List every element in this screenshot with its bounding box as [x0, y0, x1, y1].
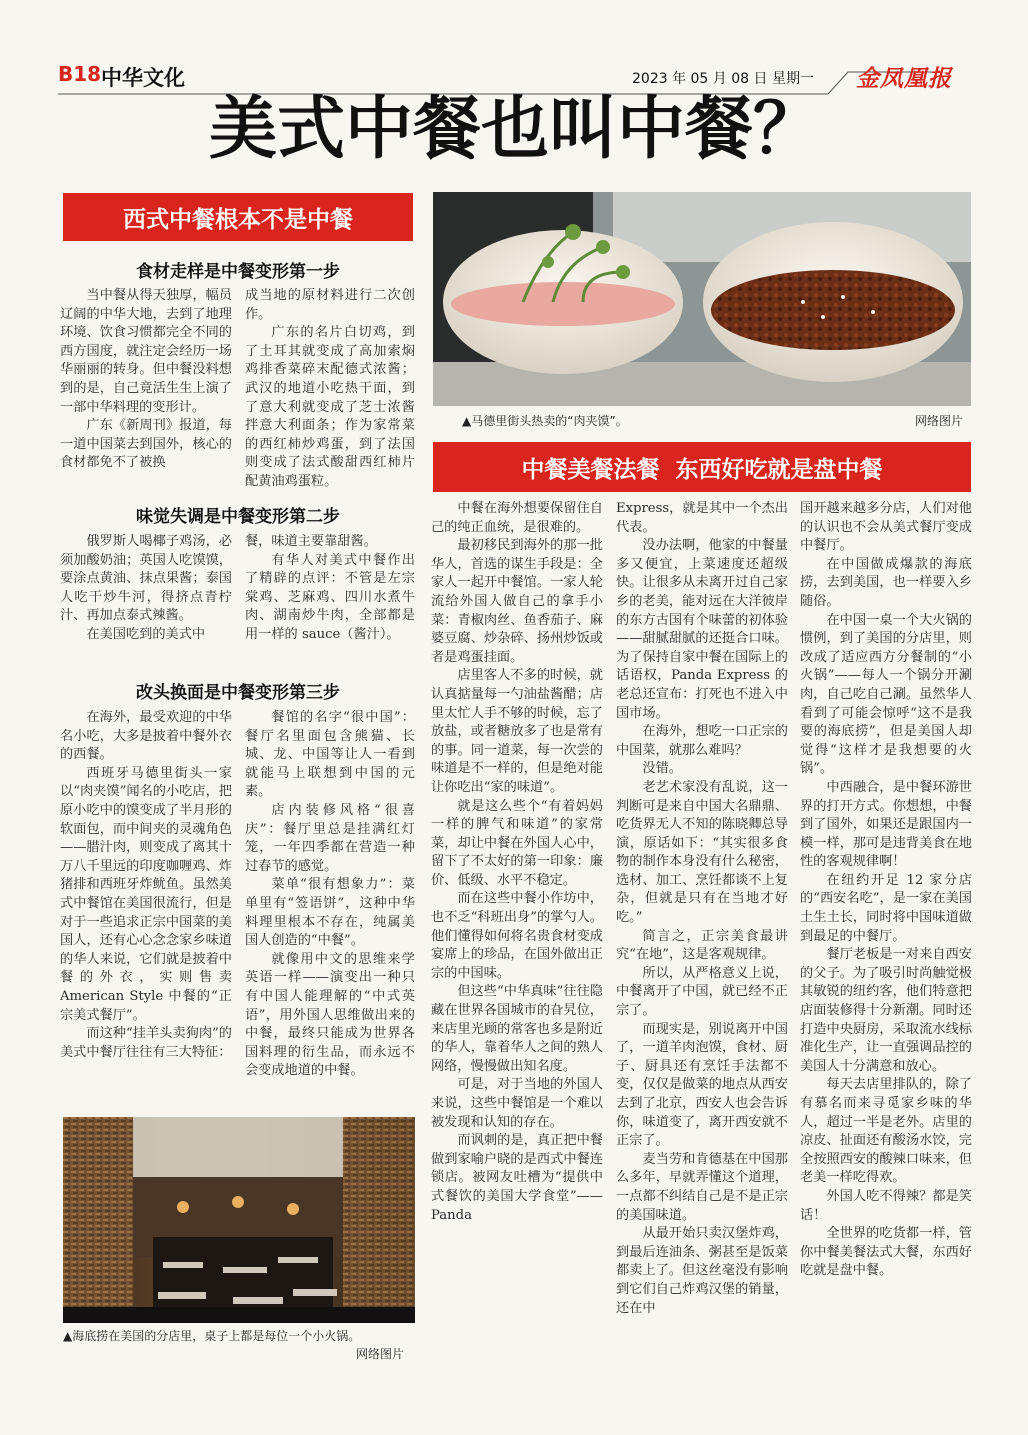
- paragraph: 可是，对于当地的外国人来说，这些中餐馆是一个难以被发现和认知的存在。: [431, 1077, 603, 1130]
- paragraph: 店里客人不多的时候，就认真掂量每一勺油盐酱醋；店里太忙人手不够的时候，忘了放盐，或者糖放多了也是常有的事。同一道菜，每一次尝的味道是不一样的，但是绝对能让你吃出“家的味道”。: [431, 668, 603, 795]
- paragraph: 所以，从严格意义上说，中餐离开了中国，就已经不正宗了。: [616, 965, 788, 1019]
- paragraph: 没错。: [642, 761, 682, 777]
- roujiamo-photo-credit: 网络图片: [915, 414, 964, 428]
- paragraph: Express，就是其中一个杰出代表。: [616, 501, 788, 535]
- paragraph: 在美国吃到的美式中: [86, 626, 206, 642]
- paragraph: 国开越来越多分店，人们对他的认识也不会从美式餐厅变成中餐厅。: [800, 501, 972, 554]
- right-banner-text: 中餐美餐法餐 东西好吃就是盘中餐: [521, 456, 883, 483]
- paragraph: 广东《新周刊》报道，每一道中国菜去到国外，核心的食材都免不了被换: [60, 418, 232, 471]
- paragraph: 菜单“很有想象力”：菜单里有“签语饼”，这种中华料理里根本不存在，纯属美国人创造的“中餐”。: [245, 877, 415, 949]
- paragraph: 餐馆的名字“很中国”：餐厅名里面包含熊猫、长城、龙、中国等让人一看到就能马上联想到中国的元素。: [245, 710, 415, 800]
- paragraph: 广东的名片白切鸡，到了土耳其就变成了高加索焖鸡排香菜碎末配德式浓酱；武汉的地道小吃热干面，到了意大利就变成了芝士浓酱拌意大利面条；作为家常菜的西红柿炒鸡蛋，到了法国则变成了法式酸甜西红柿片配黄油鸡蛋粒。: [245, 325, 415, 489]
- paragraph: 餐，味道主要靠甜酱。: [245, 534, 377, 549]
- paragraph: 而讽刺的是，真正把中餐做到家喻户晓的是西式中餐连锁店。被网友吐槽为“提供中式餐饮的美国大学食堂”——Panda: [431, 1133, 603, 1223]
- s1-col-a: [60, 287, 232, 495]
- paragraph: 从最开始只卖汉堡炸鸡，到最后连油条、粥甚至是饭菜都卖上了。但这丝毫没有影响到它们自己炸鸡汉堡的销量，还在中: [616, 1226, 788, 1316]
- paragraph: 最初移民到海外的那一批华人，首选的谋生手段是：全家人一起开中餐馆。一家人轮流给外国人做自己的拿手小菜：青椒肉丝、鱼香茄子、麻婆豆腐、炒杂碎、扬州炒饭或者是鸡蛋挂面。: [431, 538, 603, 665]
- right-section-banner: [433, 442, 971, 492]
- restaurant-photo-credit: 网络图片: [352, 1345, 404, 1362]
- paragraph: 在中国做成爆款的海底捞，去到美国，也一样要入乡随俗。: [800, 556, 972, 609]
- paragraph: 店内装修风格“很喜庆”：餐厅里总是挂满红灯笼，一年四季都在营造一种过春节的感觉。: [245, 802, 415, 874]
- s3-col-b: [245, 709, 415, 1104]
- section-name: 中华文化: [101, 66, 185, 90]
- subheading-1: 食材走样是中餐变形第一步: [136, 262, 340, 282]
- paragraph: 俄罗斯人喝椰子鸡汤，必须加酸奶油；英国人吃馍馍，要涂点黄油、抹点果酱；泰国人吃干炒牛河，得挤点青柠汁、再加点泰式辣酱。: [60, 534, 232, 624]
- paragraph: 中西融合，是中餐环游世界的打开方式。你想想，中餐到了国外，如果还是跟国内一模一样，那可是违背美食在地性的客观规律啊！: [800, 779, 972, 870]
- paragraph: 每天去店里排队的，除了有慕名而来寻觅家乡味的华人，超过一半是老外。店里的凉皮、扯面还有酸汤水饺，完全按照西安的酸辣口味来，但老美一样吃得欢。: [800, 1077, 972, 1186]
- paragraph: 麦当劳和肯德基在中国那么多年，早就弄懂这个道理，一点都不纠结自己是不是正宗的美国味道。: [616, 1151, 788, 1223]
- page-number: B18: [58, 62, 102, 86]
- paragraph: 就像用中文的思维来学英语一样——演变出一种只有中国人能理解的“中式英语”，用外国人思维做出来的中餐，最终只能成为世界各国料理的衍生品，而永远不会变成地道的中餐。: [245, 951, 415, 1079]
- left-banner-text: 西式中餐根本不是中餐: [123, 206, 353, 233]
- roujiamo-photo: [433, 192, 971, 406]
- paragraph: 西班牙马德里街头一家以“肉夹馍”闻名的小吃店，把原小吃中的馍变成了半月形的软面包，而中间夹的灵魂角色——腊汁肉，则变成了离其十万八千里远的印度咖喱鸡、炸猪排和西班牙炸鱿鱼。虽然美式中餐馆在美国很流行，但是对于一些追求正宗中国菜的美国人，还有心心念念家乡味道的华人来说，它们就是披着中餐的外衣，实则售卖 American Style 中餐的“正宗美式餐厅”。: [60, 765, 232, 1023]
- paragraph: 当中餐从得天独厚，幅员辽阔的中华大地，去到了地理环境、饮食习惯都完全不同的西方国度，就注定会经历一场华丽丽的转身。但中餐没料想到的是，自己竟活生生上演了一部中华料理的变形计。: [60, 288, 232, 415]
- paragraph: 全世界的吃货都一样，管你中餐美餐法式大餐，东西好吃就是盘中餐。: [800, 1226, 972, 1279]
- paragraph: 简言之，正宗美食最讲究“在地”，这是客观规律。: [616, 928, 788, 963]
- subheading-2: 味觉失调是中餐变形第二步: [136, 507, 340, 527]
- restaurant-photo: [63, 1117, 415, 1323]
- paragraph: 在中国一桌一个大火锅的惯例，到了美国的分店里，则改成了适应西方分餐制的“小火锅”——每人一个锅分开涮肉，自己吃自己涮。虽然华人看到了可能会惊呼“这不是我要的海底捞”，但是美国人却觉得“这样才是我想要的火锅”。: [800, 612, 972, 777]
- paragraph: 在纽约开足 12 家分店的“西安名吃”，是一家在美国土生土长，同时将中国味道做到最足的中餐厅。: [800, 872, 972, 944]
- subheading-3: 改头换面是中餐变形第三步: [136, 683, 340, 703]
- paragraph: 有华人对美式中餐作出了精辟的点评：不管是左宗棠鸡、芝麻鸡、四川水煮牛肉、湖南炒牛肉，全部都是用一样的 sauce（酱汁）。: [245, 552, 415, 642]
- paragraph: 而现实是，别说离开中国了，一道羊肉泡馍，食材、厨子、厨具还有烹饪手法都不变，仅仅是做菜的地点从西安去到了北京，西安人也会告诉你，味道变了，离开西安就不正宗了。: [616, 1021, 788, 1149]
- right-col-c: [800, 500, 972, 1364]
- paragraph: 老艺术家没有乱说，这一判断可是来自中国大名鼎鼎、吃货界无人不知的陈晓卿总导演，原话如下：“其实很多食物的制作本身没有什么秘密，选材、加工、烹饪都谈不上复杂，但就是只有在当地才好吃。”: [616, 779, 788, 926]
- issue-date: 2023 年 05 月 08 日 星期一: [632, 71, 814, 87]
- paragraph: 而这种“挂羊头卖狗肉”的美式中餐厅往往有三大特征：: [60, 1026, 232, 1060]
- headline: 美式中餐也叫中餐？: [208, 89, 821, 169]
- paragraph: 在海外，想吃一口正宗的中国菜，就那么难吗？: [616, 724, 788, 758]
- paragraph: 而在这些中餐小作坊中，也不乏“科班出身”的掌勺人。他们懂得如何将名贵食材变成宴席上的珍品，在国外做出正宗的中国味。: [431, 891, 603, 981]
- s2-col-a: [60, 533, 232, 667]
- right-col-a: [431, 500, 603, 1364]
- s1-col-b: [245, 287, 415, 495]
- paragraph: 在海外，最受欢迎的中华名小吃，大多是披着中餐外衣的西餐。: [60, 710, 232, 763]
- paragraph: 中餐在海外想要保留住自己的纯正血统，是很难的。: [431, 501, 603, 535]
- paragraph: 餐厅老板是一对来自西安的父子。为了吸引时尚触觉极其敏锐的纽约客，他们特意把店面装修得十分新潮。同时还打造中央厨房，采取流水线标准化生产，让一直强调品控的美国人十分满意和放心。: [800, 947, 972, 1074]
- left-section-banner: [63, 193, 413, 241]
- paragraph: 成当地的原材料进行二次创作。: [245, 288, 415, 322]
- paragraph: 但这些“中华真味”往往隐藏在世界各国城市的旮旯位，来店里光顾的常客也多是附近的华人，靠着华人之间的熟人网络，慢慢做出知名度。: [431, 984, 603, 1074]
- right-col-b: [616, 500, 788, 1364]
- s2-col-b: [245, 533, 415, 667]
- roujiamo-photo-caption: ▲马德里街头热卖的“肉夹馍”。: [462, 414, 628, 428]
- s3-col-a: [60, 709, 232, 1104]
- paragraph: 外国人吃不得辣？都是笑话！: [800, 1188, 972, 1223]
- paragraph: 就是这么些个“有着妈妈一样的脾气和味道”的家常菜，却让中餐在外国人心中，留下了不太好的第一印象：廉价、低级、水平不稳定。: [431, 798, 603, 888]
- masthead-logo: 金凤凰报: [856, 65, 952, 92]
- restaurant-photo-caption: ▲海底捞在美国的分店里，桌子上都是每位一个小火锅。: [63, 1329, 361, 1343]
- paragraph: 没办法啊，他家的中餐量多又便宜，上菜速度还超级快。让很多从未离开过自己家乡的老美，能对远在大洋彼岸的东方古国有个味蕾的初体验——甜腻甜腻的还挺合口味。为了保持自家中餐在国际上的话语权，Panda Express 的老总还宣布：打死也不进入中国市场。: [616, 538, 788, 721]
